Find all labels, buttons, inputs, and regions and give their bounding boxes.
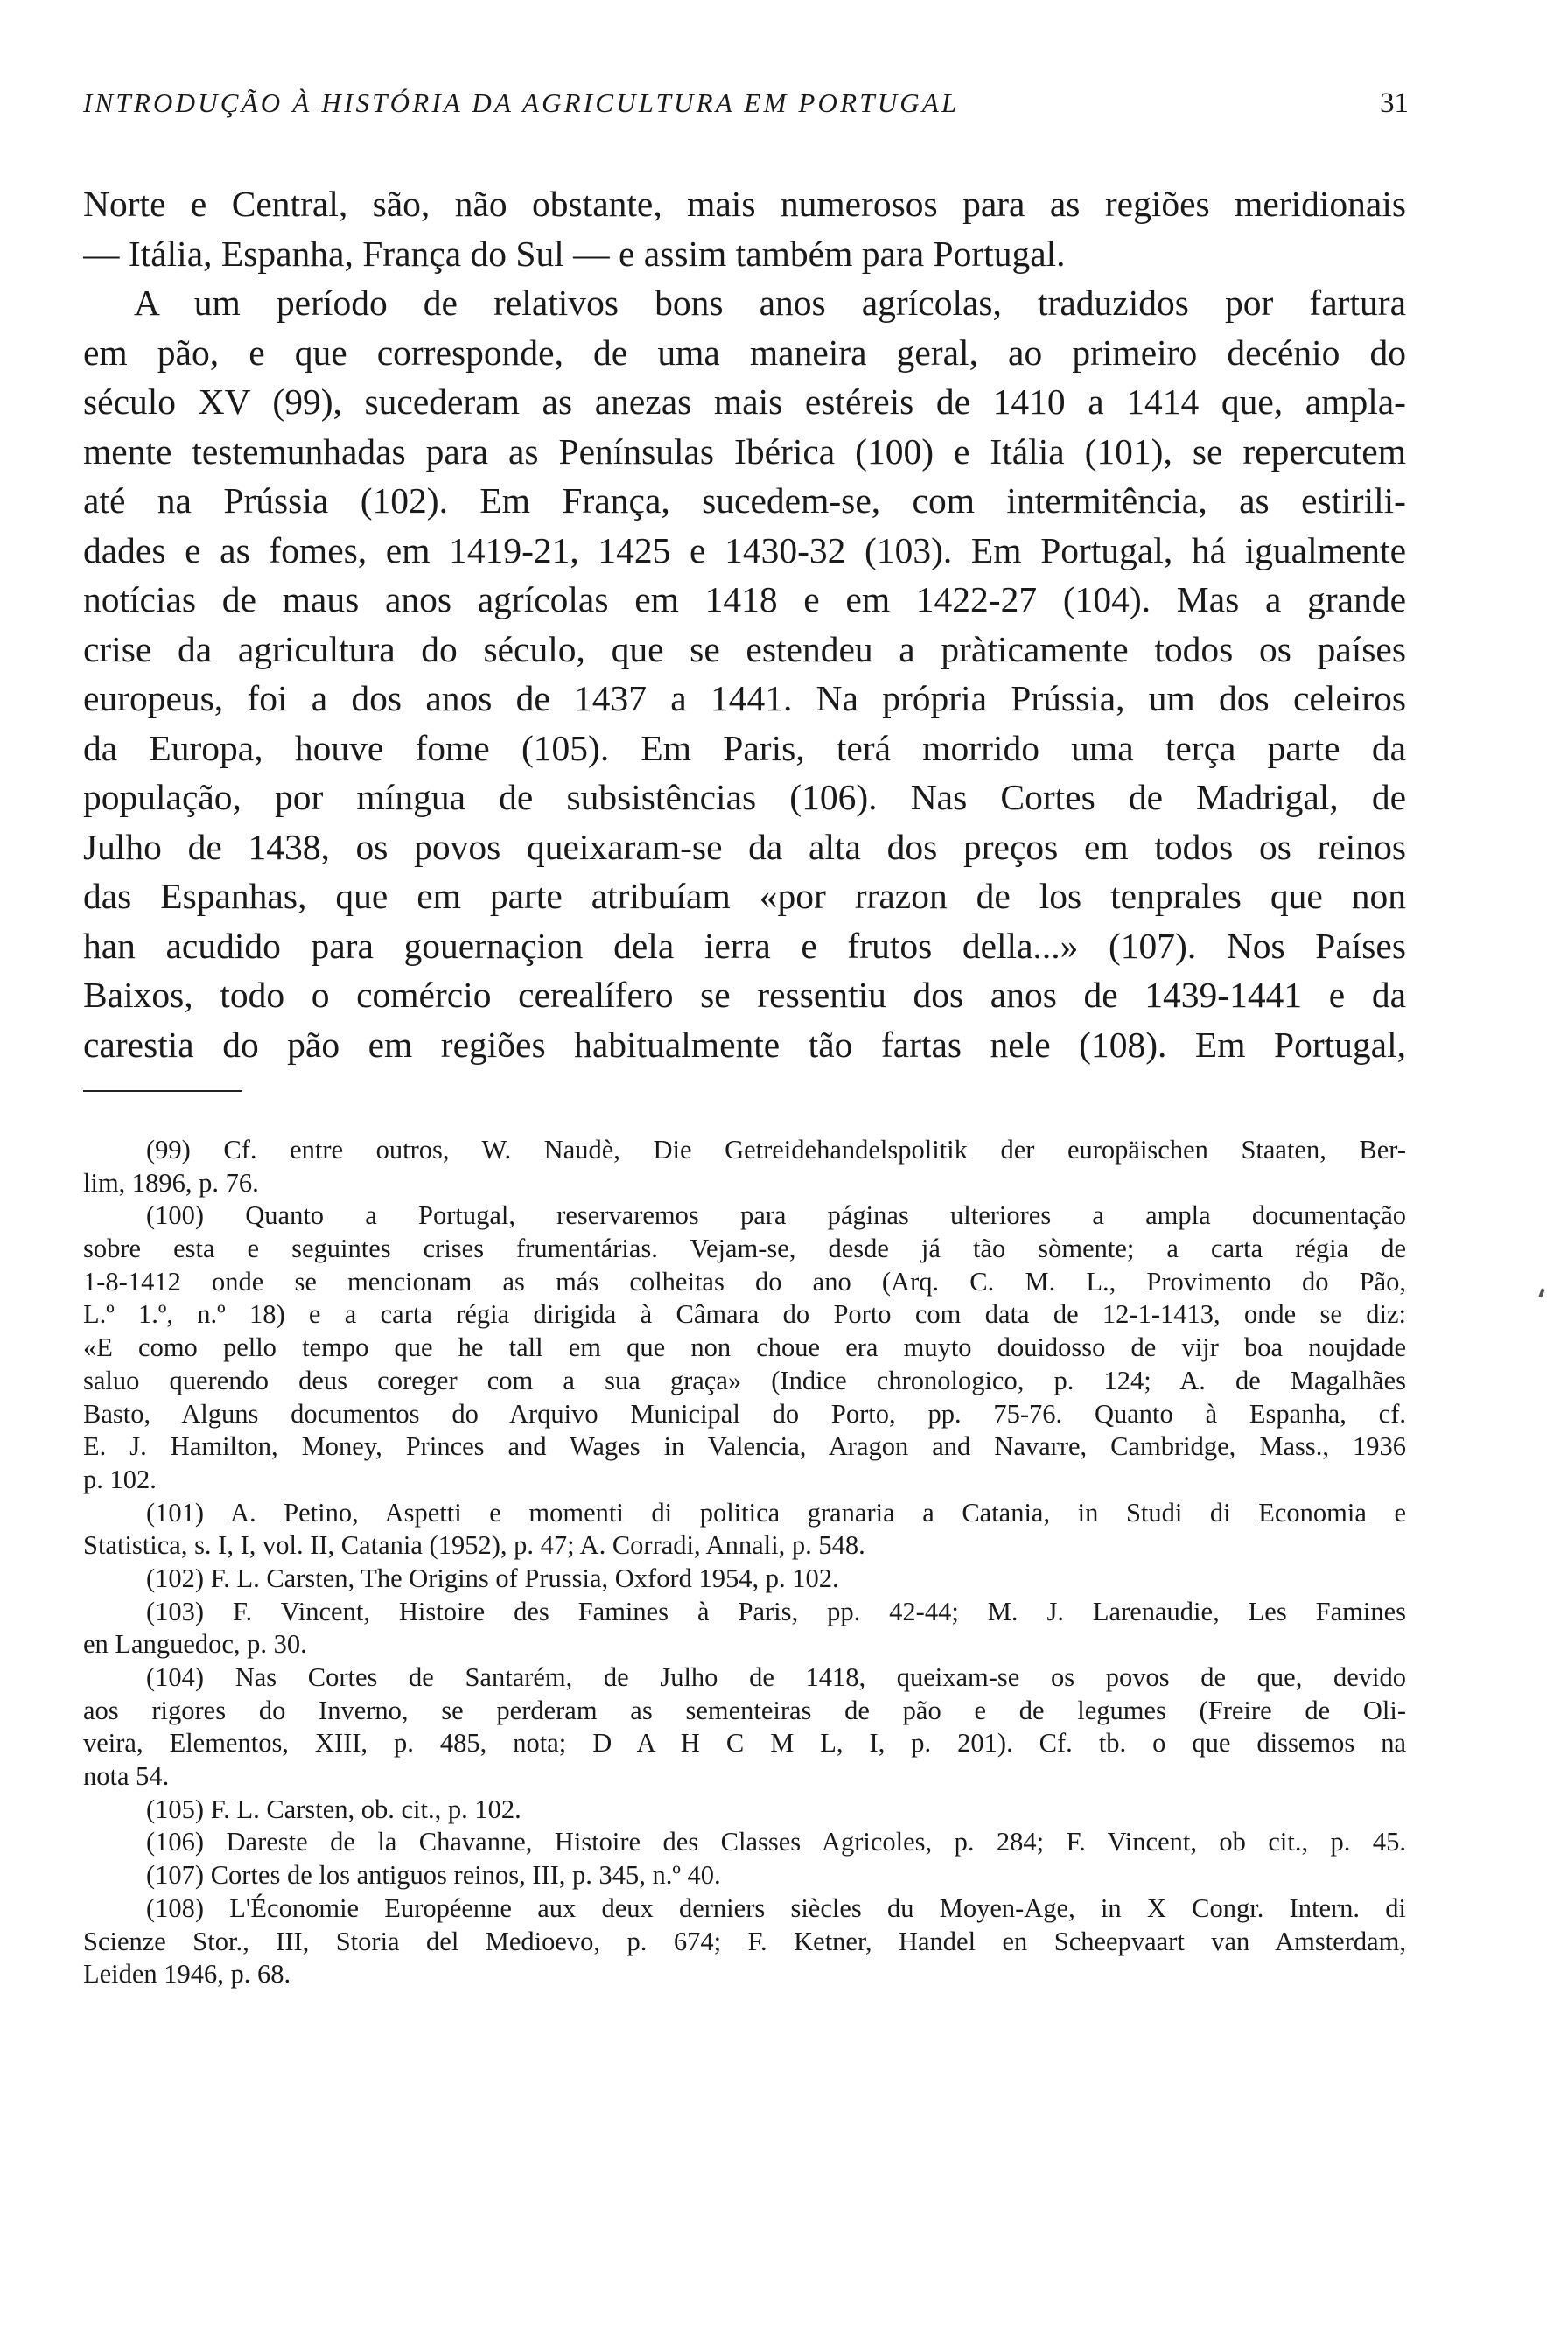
body-line: han acudido para gouernaçion dela ierra e frutos della...» (107). Nos Países <box>83 925 1406 966</box>
footnote-line: (105) F. L. Carsten, ob. cit., p. 102. <box>146 1794 522 1824</box>
footnote-line: Basto, Alguns documentos do Arquivo Municipal do Porto, pp. 75-76. Quanto à Espanha, cf. <box>83 1398 1406 1429</box>
body-line: Baixos, todo o comércio cerealífero se ressentiu dos anos de 1439-1441 e da <box>83 975 1406 1015</box>
body-line: da Europa, houve fome (105). Em Paris, terá morrido uma terça parte da <box>83 727 1406 768</box>
footnote-line: L.º 1.º, n.º 18) e a carta régia dirigida à Câmara do Porto com data de 12-1-1413, onde se diz: <box>83 1299 1406 1330</box>
footnote-line: (104) Nas Cortes de Santarém, de Julho de 1418, queixam-se os povos de que, devido <box>146 1662 1406 1692</box>
footnote-line: (107) Cortes de los antiguos reinos, III, p. 345, n.º 40. <box>146 1860 721 1891</box>
body-line: população, por míngua de subsistências (106). Nas Cortes de Madrigal, de <box>83 777 1406 817</box>
body-line: em pão, e que corresponde, de uma maneira geral, ao primeiro decénio do <box>83 332 1406 373</box>
footnote-line: E. J. Hamilton, Money, Princes and Wages in Valencia, Aragon and Navarre, Cambridge, Mass., 1936 <box>83 1431 1406 1462</box>
body-line: crise da agricultura do século, que se estendeu a pràticamente todos os países <box>83 628 1406 669</box>
body-line: Norte e Central, são, não obstante, mais numerosos para as regiões meridionais <box>83 184 1406 224</box>
body-line: Julho de 1438, os povos queixaram-se da alta dos preços em todos os reinos <box>83 826 1406 867</box>
footnotes <box>83 1134 1406 1991</box>
footnote-line: Scienze Stor., III, Storia del Medioevo, p. 674; F. Ketner, Handel en Scheepvaart van Amsterdam, <box>83 1926 1406 1956</box>
footnote-line: Leiden 1946, p. 68. <box>83 1959 291 1990</box>
footnote-line: (100) Quanto a Portugal, reservaremos para páginas ulteriores a ampla documentação <box>146 1200 1406 1231</box>
running-head <box>83 87 1409 140</box>
footnote-line: Statistica, s. I, I, vol. II, Catania (1952), p. 47; A. Corradi, Annali, p. 548. <box>83 1530 865 1561</box>
footnote-line: veira, Elementos, XIII, p. 485, nota; D A H C M L, I, p. 201). Cf. tb. o que dissemos na <box>83 1728 1406 1759</box>
footnote-line: (102) F. L. Carsten, The Origins of Prussia, Oxford 1954, p. 102. <box>146 1563 839 1593</box>
body-line: carestia do pão em regiões habitualmente tão fartas nele (108). Em Portugal, <box>83 1024 1406 1065</box>
footnote-line: (103) F. Vincent, Histoire des Famines à Paris, pp. 42-44; M. J. Larenaudie, Les Famines <box>146 1596 1406 1626</box>
body-text <box>83 179 1406 1069</box>
body-line: mente testemunhadas para as Penínsulas Ibérica (100) e Itália (101), se repercutem <box>83 430 1406 472</box>
body-line: notícias de maus anos agrícolas em 1418 e em 1422-27 (104). Mas a grande <box>83 579 1406 619</box>
body-line: dades e as fomes, em 1419-21, 1425 e 1430-32 (103). Em Portugal, há igualmente <box>83 529 1406 570</box>
footnote-line: nota 54. <box>83 1761 170 1792</box>
body-line: século XV (99), sucederam as anezas mais estéreis de 1410 a 1414 que, ampla- <box>83 381 1406 422</box>
footnote-line: en Languedoc, p. 30. <box>83 1629 307 1660</box>
page-number: 31 <box>1380 87 1409 119</box>
body-line: A um período de relativos bons anos agrícolas, traduzidos por fartura <box>134 283 1406 323</box>
footnote-line: (108) L'Économie Européenne aux deux derniers siècles du Moyen-Age, in X Congr. Intern. di <box>146 1892 1406 1923</box>
body-line: até na Prússia (102). Em França, sucedem-se, com intermitência, as estirili- <box>83 480 1406 521</box>
footnote-line: (106) Dareste de la Chavanne, Histoire des Classes Agricoles, p. 284; F. Vincent, ob cit., p. 45. <box>146 1827 1406 1857</box>
margin-mark <box>1538 1289 1544 1298</box>
footnote-line: sobre esta e seguintes crises frumentárias. Vejam-se, desde já tão sòmente; a carta régia de <box>83 1234 1406 1264</box>
footnote-line: lim, 1896, p. 76. <box>83 1167 259 1198</box>
running-title: INTRODUÇÃO À HISTÓRIA DA AGRICULTURA EM PORTUGAL <box>83 87 960 118</box>
footnote-line: 1-8-1412 onde se mencionam as más colheitas do ano (Arq. C. M. L., Provimento do Pão, <box>83 1266 1406 1297</box>
footnote-rule <box>83 1090 242 1092</box>
footnote-line: p. 102. <box>83 1464 157 1494</box>
footnote-line: (99) Cf. entre outros, W. Naudè, Die Getreidehandelspolitik der europäischen Staaten, Ber- <box>146 1135 1406 1165</box>
footnote-line: saluo querendo deus coreger com a sua graça» (Indice chronologico, p. 124; A. de Magalhães <box>83 1365 1406 1395</box>
footnote-line: (101) A. Petino, Aspetti e momenti di politica granaria a Catania, in Studi di Economia e <box>146 1497 1406 1528</box>
body-line: das Espanhas, que em parte atribuíam «por rrazon de los tenprales que non <box>83 876 1406 916</box>
footnote-line: «E como pello tempo que he tall em que non choue era muyto douidosso de vijr boa noujdade <box>83 1332 1406 1363</box>
footnote-line: aos rigores do Inverno, se perderam as sementeiras de pão e de legumes (Freire de Oli- <box>83 1695 1406 1725</box>
body-line: — Itália, Espanha, França do Sul — e assim também para Portugal. <box>83 233 1066 274</box>
body-line: europeus, foi a dos anos de 1437 a 1441. Na própria Prússia, um dos celeiros <box>83 678 1406 718</box>
